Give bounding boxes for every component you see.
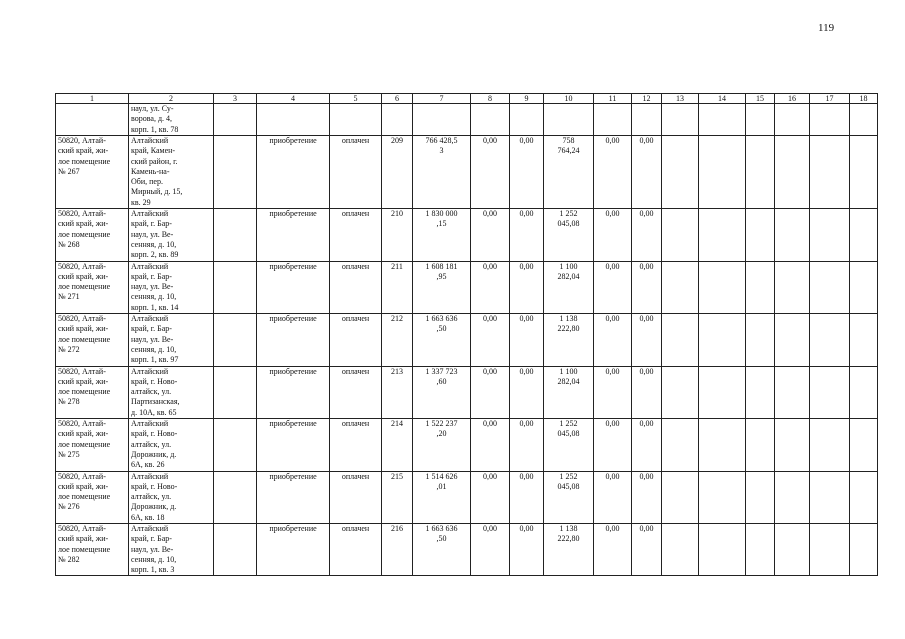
- cell-12: [632, 104, 662, 136]
- cell-amount: 1 608 181 ,95: [413, 261, 471, 313]
- cell-address: Алтайский край, г. Бар- наул, ул. Ве- сенняя, д. 10, корп. 1, кв. 14: [129, 261, 214, 313]
- table-row: [56, 261, 878, 313]
- cell-13: [662, 261, 699, 313]
- cell-14: [699, 523, 746, 575]
- cell-number: 209: [382, 136, 413, 209]
- cell-amount: 1 663 636 ,50: [413, 523, 471, 575]
- cell-13: [662, 314, 699, 366]
- cell-8: 0,00: [471, 261, 510, 313]
- cell-14: [699, 419, 746, 471]
- cell-3: [214, 419, 257, 471]
- cell-9: 0,00: [510, 523, 544, 575]
- cell-object: 50820, Алтай- ский край, жи- лое помещение № 276: [56, 471, 129, 523]
- cell-11: 0,00: [594, 136, 632, 209]
- cell-17: [810, 104, 850, 136]
- cell-15: [746, 209, 775, 261]
- cell-10: 1 100 282,04: [544, 261, 594, 313]
- cell-4: [257, 104, 330, 136]
- table-body: [56, 104, 878, 576]
- cell-operation: приобретение: [257, 209, 330, 261]
- cell-3: [214, 471, 257, 523]
- cell-number: 216: [382, 523, 413, 575]
- cell-16: [775, 471, 810, 523]
- cell-18: [850, 366, 878, 418]
- cell-17: [810, 471, 850, 523]
- cell-8: 0,00: [471, 136, 510, 209]
- cell-3: [214, 104, 257, 136]
- cell-address: Алтайский край, г. Ново- алтайск, ул. Партизанская, д. 10А, кв. 65: [129, 366, 214, 418]
- cell-object: 50820, Алтай- ский край, жи- лое помещение № 267: [56, 136, 129, 209]
- cell-8: 0,00: [471, 523, 510, 575]
- cell-status: оплачен: [330, 523, 382, 575]
- cell-15: [746, 314, 775, 366]
- cell-10: [544, 104, 594, 136]
- cell-address: Алтайский край, г. Бар- наул, ул. Ве- сенняя, д. 10, корп. 1, кв. 3: [129, 523, 214, 575]
- column-header-16: 16: [775, 94, 810, 104]
- cell-13: [662, 136, 699, 209]
- cell-9: 0,00: [510, 419, 544, 471]
- column-header-12: 12: [632, 94, 662, 104]
- cell-15: [746, 136, 775, 209]
- cell-15: [746, 104, 775, 136]
- column-header-1: 1: [56, 94, 129, 104]
- cell-18: [850, 136, 878, 209]
- cell-13: [662, 366, 699, 418]
- cell-3: [214, 366, 257, 418]
- cell-15: [746, 261, 775, 313]
- cell-12: 0,00: [632, 314, 662, 366]
- table-row: [56, 136, 878, 209]
- cell-3: [214, 209, 257, 261]
- cell-13: [662, 419, 699, 471]
- cell-10: 1 138 222,80: [544, 523, 594, 575]
- cell-17: [810, 419, 850, 471]
- cell-number: 210: [382, 209, 413, 261]
- column-header-15: 15: [746, 94, 775, 104]
- cell-16: [775, 104, 810, 136]
- cell-9: 0,00: [510, 366, 544, 418]
- cell-14: [699, 261, 746, 313]
- cell-number: 214: [382, 419, 413, 471]
- cell-14: [699, 209, 746, 261]
- cell-3: [214, 523, 257, 575]
- cell-6: [382, 104, 413, 136]
- cell-18: [850, 261, 878, 313]
- cell-amount: 1 663 636 ,50: [413, 314, 471, 366]
- cell-14: [699, 366, 746, 418]
- cell-15: [746, 419, 775, 471]
- cell-18: [850, 419, 878, 471]
- cell-8: 0,00: [471, 471, 510, 523]
- cell-address: Алтайский край, г. Ново- алтайск, ул. Дорожник, д. 6А, кв. 18: [129, 471, 214, 523]
- cell-object: 50820, Алтай- ский край, жи- лое помещение № 272: [56, 314, 129, 366]
- cell-14: [699, 471, 746, 523]
- cell-9: 0,00: [510, 261, 544, 313]
- cell-13: [662, 523, 699, 575]
- cell-7: [413, 104, 471, 136]
- cell-status: оплачен: [330, 471, 382, 523]
- cell-17: [810, 366, 850, 418]
- cell-15: [746, 523, 775, 575]
- column-header-14: 14: [699, 94, 746, 104]
- cell-status: оплачен: [330, 314, 382, 366]
- cell-16: [775, 366, 810, 418]
- cell-10: 758 764,24: [544, 136, 594, 209]
- column-header-2: 2: [129, 94, 214, 104]
- cell-operation: приобретение: [257, 523, 330, 575]
- cell-15: [746, 366, 775, 418]
- cell-object: [56, 104, 129, 136]
- cell-status: оплачен: [330, 261, 382, 313]
- cell-5: [330, 104, 382, 136]
- column-header-3: 3: [214, 94, 257, 104]
- cell-number: 212: [382, 314, 413, 366]
- cell-12: 0,00: [632, 471, 662, 523]
- cell-number: 213: [382, 366, 413, 418]
- cell-16: [775, 419, 810, 471]
- cell-12: 0,00: [632, 209, 662, 261]
- table-row: [56, 419, 878, 471]
- cell-operation: приобретение: [257, 366, 330, 418]
- cell-10: 1 252 045,08: [544, 471, 594, 523]
- column-header-13: 13: [662, 94, 699, 104]
- cell-14: [699, 136, 746, 209]
- cell-address: Алтайский край, г. Бар- наул, ул. Ве- сенняя, д. 10, корп. 1, кв. 97: [129, 314, 214, 366]
- cell-16: [775, 209, 810, 261]
- cell-number: 215: [382, 471, 413, 523]
- cell-status: оплачен: [330, 209, 382, 261]
- column-header-11: 11: [594, 94, 632, 104]
- cell-address: Алтайский край, Камен- ский район, г. Камень-на- Оби, пер. Мирный, д. 15, кв. 29: [129, 136, 214, 209]
- cell-10: 1 252 045,08: [544, 209, 594, 261]
- cell-3: [214, 136, 257, 209]
- table-row: [56, 314, 878, 366]
- column-header-8: 8: [471, 94, 510, 104]
- cell-10: 1 138 222,80: [544, 314, 594, 366]
- cell-12: 0,00: [632, 261, 662, 313]
- cell-11: 0,00: [594, 314, 632, 366]
- cell-17: [810, 314, 850, 366]
- cell-object: 50820, Алтай- ский край, жи- лое помещение № 278: [56, 366, 129, 418]
- cell-object: 50820, Алтай- ский край, жи- лое помещение № 275: [56, 419, 129, 471]
- cell-object: 50820, Алтай- ский край, жи- лое помещение № 282: [56, 523, 129, 575]
- column-header-10: 10: [544, 94, 594, 104]
- cell-amount: 1 830 000 ,15: [413, 209, 471, 261]
- cell-object: 50820, Алтай- ский край, жи- лое помещение № 271: [56, 261, 129, 313]
- cell-address: наул, ул. Су- ворова, д. 4, корп. 1, кв. 78: [129, 104, 214, 136]
- cell-16: [775, 136, 810, 209]
- cell-11: 0,00: [594, 523, 632, 575]
- cell-11: 0,00: [594, 209, 632, 261]
- cell-13: [662, 471, 699, 523]
- cell-13: [662, 104, 699, 136]
- cell-15: [746, 471, 775, 523]
- table-row: [56, 366, 878, 418]
- cell-8: 0,00: [471, 366, 510, 418]
- column-header-4: 4: [257, 94, 330, 104]
- column-header-6: 6: [382, 94, 413, 104]
- cell-11: 0,00: [594, 419, 632, 471]
- cell-9: 0,00: [510, 209, 544, 261]
- cell-18: [850, 471, 878, 523]
- cell-17: [810, 523, 850, 575]
- column-header-7: 7: [413, 94, 471, 104]
- column-header-17: 17: [810, 94, 850, 104]
- cell-status: оплачен: [330, 136, 382, 209]
- cell-17: [810, 261, 850, 313]
- cell-9: 0,00: [510, 471, 544, 523]
- cell-14: [699, 104, 746, 136]
- cell-18: [850, 209, 878, 261]
- cell-11: 0,00: [594, 471, 632, 523]
- cell-address: Алтайский край, г. Ново- алтайск, ул. Дорожник, д. 6А, кв. 26: [129, 419, 214, 471]
- cell-17: [810, 209, 850, 261]
- cell-16: [775, 261, 810, 313]
- table-row: [56, 523, 878, 575]
- cell-amount: 1 337 723 ,60: [413, 366, 471, 418]
- cell-status: оплачен: [330, 419, 382, 471]
- cell-amount: 1 514 626 ,01: [413, 471, 471, 523]
- cell-12: 0,00: [632, 366, 662, 418]
- page-number: 119: [818, 22, 835, 34]
- cell-operation: приобретение: [257, 136, 330, 209]
- cell-12: 0,00: [632, 419, 662, 471]
- column-header-9: 9: [510, 94, 544, 104]
- cell-18: [850, 523, 878, 575]
- cell-11: 0,00: [594, 366, 632, 418]
- cell-operation: приобретение: [257, 419, 330, 471]
- column-header-18: 18: [850, 94, 878, 104]
- table-row: [56, 209, 878, 261]
- column-header-5: 5: [330, 94, 382, 104]
- cell-operation: приобретение: [257, 471, 330, 523]
- table-row: [56, 471, 878, 523]
- cell-13: [662, 209, 699, 261]
- cell-12: 0,00: [632, 523, 662, 575]
- cell-object: 50820, Алтай- ский край, жи- лое помещение № 268: [56, 209, 129, 261]
- cell-9: 0,00: [510, 136, 544, 209]
- cell-10: 1 100 282,04: [544, 366, 594, 418]
- cell-16: [775, 314, 810, 366]
- cell-8: 0,00: [471, 314, 510, 366]
- cell-9: [510, 104, 544, 136]
- cell-18: [850, 314, 878, 366]
- cell-9: 0,00: [510, 314, 544, 366]
- cell-operation: приобретение: [257, 314, 330, 366]
- cell-18: [850, 104, 878, 136]
- registry-table: [55, 93, 878, 576]
- table-row-continuation: [56, 104, 878, 136]
- cell-operation: приобретение: [257, 261, 330, 313]
- table-header-row: [56, 94, 878, 104]
- cell-10: 1 252 045,08: [544, 419, 594, 471]
- cell-8: 0,00: [471, 209, 510, 261]
- cell-11: 0,00: [594, 261, 632, 313]
- cell-14: [699, 314, 746, 366]
- cell-address: Алтайский край, г. Бар- наул, ул. Ве- сенняя, д. 10, корп. 2, кв. 89: [129, 209, 214, 261]
- cell-11: [594, 104, 632, 136]
- cell-3: [214, 314, 257, 366]
- cell-amount: 766 428,5 3: [413, 136, 471, 209]
- cell-number: 211: [382, 261, 413, 313]
- cell-8: [471, 104, 510, 136]
- cell-12: 0,00: [632, 136, 662, 209]
- cell-3: [214, 261, 257, 313]
- cell-16: [775, 523, 810, 575]
- cell-status: оплачен: [330, 366, 382, 418]
- cell-amount: 1 522 237 ,20: [413, 419, 471, 471]
- cell-8: 0,00: [471, 419, 510, 471]
- cell-17: [810, 136, 850, 209]
